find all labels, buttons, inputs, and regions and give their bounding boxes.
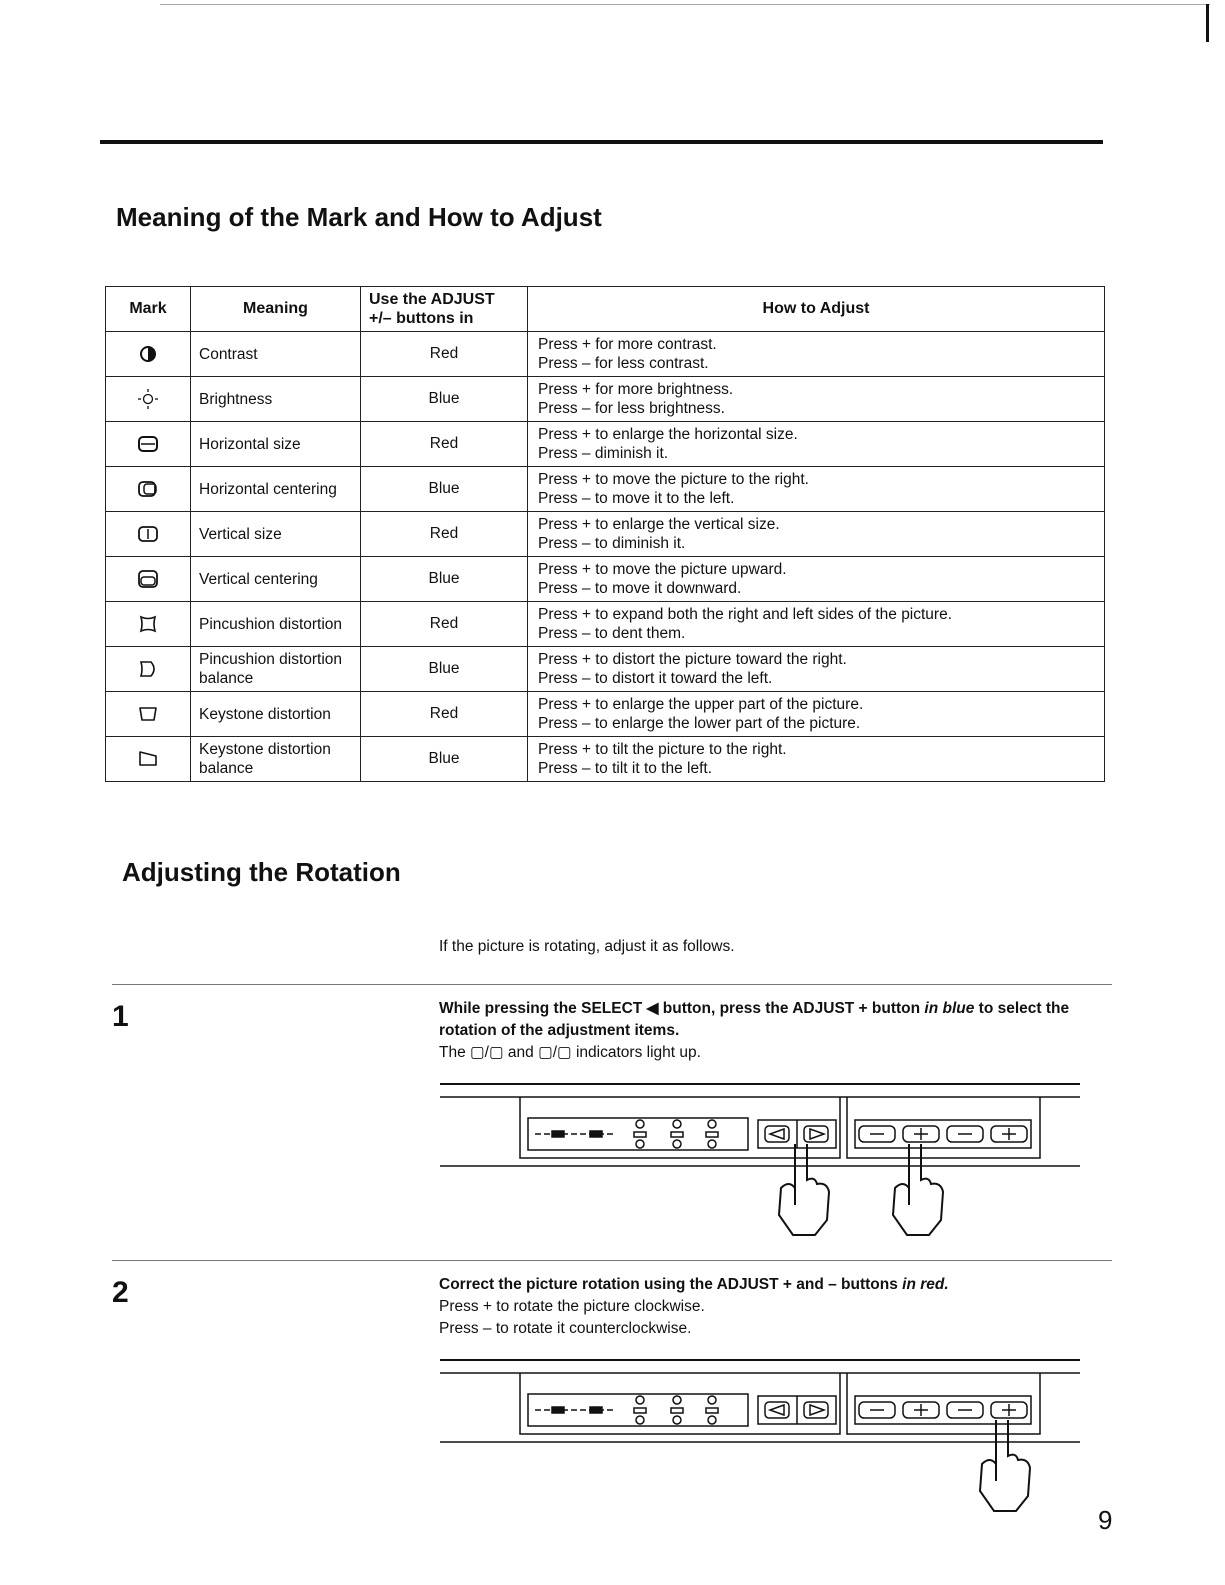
step-divider — [112, 984, 1112, 985]
how-cell — [528, 467, 1105, 512]
horizontal-size-icon — [137, 433, 159, 455]
adjust-table — [105, 286, 1105, 782]
button-color-cell: Blue — [361, 467, 528, 512]
header-rule — [100, 140, 1103, 144]
button-color-cell: Blue — [361, 647, 528, 692]
table-row — [106, 557, 1105, 602]
how-minus: Press – diminish it. — [538, 445, 669, 462]
mark-cell — [106, 692, 191, 737]
how-minus: Press – for less contrast. — [538, 355, 709, 372]
how-minus: Press – to tilt it to the left. — [538, 760, 713, 777]
table-row — [106, 422, 1105, 467]
button-color-cell: Red — [361, 422, 528, 467]
table-row — [106, 377, 1105, 422]
how-plus: Press + to tilt the picture to the right. — [538, 741, 787, 758]
how-cell — [528, 512, 1105, 557]
table-row — [106, 647, 1105, 692]
page-number: 9 — [1098, 1505, 1113, 1535]
how-cell — [528, 557, 1105, 602]
how-plus: Press + to enlarge the horizontal size. — [538, 426, 798, 443]
mark-cell — [106, 377, 191, 422]
how-cell — [528, 602, 1105, 647]
how-cell — [528, 647, 1105, 692]
step-1-note: The ▢/▢ and ▢/▢ indicators light up. — [439, 1044, 701, 1061]
how-minus: Press – for less brightness. — [538, 400, 725, 417]
step-1-bold-a: While pressing the SELECT ◀ button, press the ADJUST + button — [439, 1000, 925, 1017]
how-minus: Press – to distort it toward the left. — [538, 670, 773, 687]
contrast-icon — [137, 343, 159, 365]
table-row — [106, 332, 1105, 377]
how-cell — [528, 692, 1105, 737]
how-cell — [528, 737, 1105, 782]
meaning-cell: Keystone distortion — [191, 692, 361, 737]
table-row — [106, 602, 1105, 647]
button-color-cell: Red — [361, 692, 528, 737]
step-1-italic: in blue — [924, 1000, 975, 1017]
header-button: Use the ADJUST +/– buttons in — [361, 287, 528, 332]
meaning-cell: Horizontal centering — [191, 467, 361, 512]
rotation-intro: If the picture is rotating, adjust it as follows. — [439, 938, 735, 955]
control-panel-illustration-1 — [440, 1080, 1080, 1240]
step-2-line-2: Press + to rotate the picture clockwise. — [439, 1298, 705, 1315]
button-color-cell: Blue — [361, 557, 528, 602]
how-minus: Press – to move it downward. — [538, 580, 742, 597]
step-number: 1 — [112, 1000, 129, 1033]
meaning-cell: Keystone distortion balance — [191, 737, 361, 782]
how-minus: Press – to diminish it. — [538, 535, 686, 552]
meaning-cell: Vertical size — [191, 512, 361, 557]
table-row — [106, 737, 1105, 782]
how-plus: Press + to move the picture to the right. — [538, 471, 809, 488]
table-header-row — [106, 287, 1105, 332]
horizontal-centering-icon — [137, 478, 159, 500]
mark-cell — [106, 602, 191, 647]
how-plus: Press + to expand both the right and left sides of the picture. — [538, 606, 953, 623]
step-2-bold-a: Correct the picture rotation using the ADJUST + and – buttons — [439, 1276, 903, 1293]
meaning-cell: Brightness — [191, 377, 361, 422]
mark-cell — [106, 332, 191, 377]
step-2-line-3: Press – to rotate it counterclockwise. — [439, 1320, 692, 1337]
header-meaning: Meaning — [191, 287, 361, 332]
button-color-cell: Red — [361, 512, 528, 557]
step-2-italic: in red. — [902, 1276, 949, 1293]
meaning-cell: Vertical centering — [191, 557, 361, 602]
how-plus: Press + to enlarge the upper part of the picture. — [538, 696, 864, 713]
keystone-balance-icon — [137, 748, 159, 770]
pincushion-icon — [137, 613, 159, 635]
scan-corner-mark — [1206, 4, 1209, 42]
control-panel-illustration-2 — [440, 1356, 1080, 1526]
button-color-cell: Blue — [361, 377, 528, 422]
table-row — [106, 512, 1105, 557]
how-plus: Press + to enlarge the vertical size. — [538, 516, 780, 533]
button-color-cell: Blue — [361, 737, 528, 782]
how-cell — [528, 377, 1105, 422]
button-color-cell: Red — [361, 602, 528, 647]
how-minus: Press – to enlarge the lower part of the picture. — [538, 715, 861, 732]
step-1-bold-b: to select the rotation of the adjustment items. — [439, 1000, 1070, 1039]
step-1-text — [439, 998, 1099, 1064]
button-color-cell: Red — [361, 332, 528, 377]
mark-cell — [106, 422, 191, 467]
vertical-size-icon — [137, 523, 159, 545]
how-minus: Press – to move it to the left. — [538, 490, 735, 507]
table-row — [106, 692, 1105, 737]
step-number: 2 — [112, 1276, 129, 1309]
mark-cell — [106, 737, 191, 782]
mark-cell — [106, 512, 191, 557]
how-plus: Press + for more brightness. — [538, 381, 734, 398]
how-plus: Press + to distort the picture toward the right. — [538, 651, 847, 668]
mark-cell — [106, 557, 191, 602]
meaning-cell: Pincushion distortion balance — [191, 647, 361, 692]
how-cell — [528, 422, 1105, 467]
page-title: Meaning of the Mark and How to Adjust — [116, 202, 602, 232]
how-minus: Press – to dent them. — [538, 625, 686, 642]
header-mark: Mark — [106, 287, 191, 332]
how-plus: Press + for more contrast. — [538, 336, 717, 353]
rotation-title: Adjusting the Rotation — [122, 857, 401, 887]
step-divider — [112, 1260, 1112, 1261]
meaning-cell: Horizontal size — [191, 422, 361, 467]
table-row — [106, 467, 1105, 512]
meaning-cell: Pincushion distortion — [191, 602, 361, 647]
step-2-text — [439, 1274, 1099, 1340]
brightness-icon — [137, 388, 159, 410]
mark-cell — [106, 647, 191, 692]
header-how: How to Adjust — [528, 287, 1105, 332]
keystone-icon — [137, 703, 159, 725]
meaning-cell: Contrast — [191, 332, 361, 377]
scan-edge-line — [160, 4, 1210, 5]
how-plus: Press + to move the picture upward. — [538, 561, 787, 578]
pincushion-balance-icon — [137, 658, 159, 680]
vertical-centering-icon — [137, 568, 159, 590]
how-cell — [528, 332, 1105, 377]
mark-cell — [106, 467, 191, 512]
